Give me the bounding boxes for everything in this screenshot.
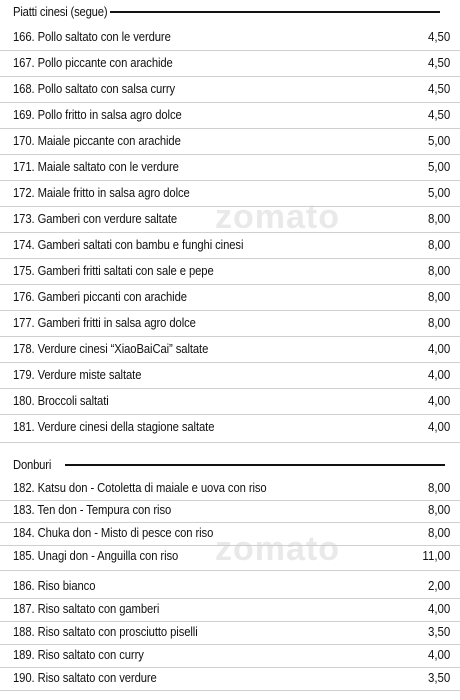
menu-item [13,339,450,359]
item-price: 2,00 [427,579,450,593]
menu-item [13,261,450,281]
row-divider [0,336,460,337]
item-price: 5,00 [427,160,450,174]
menu-item [13,287,450,307]
item-name: 188. Riso saltato con prosciutto piselli [13,625,198,639]
item-name: 171. Maiale saltato con le verdure [13,160,179,174]
item-name: 184. Chuka don - Misto di pesce con riso [13,526,214,540]
menu-item [13,53,450,73]
row-divider [0,154,460,155]
section-rule [110,11,440,13]
menu-item [13,157,450,177]
item-name: 170. Maiale piccante con arachide [13,134,181,148]
item-price: 4,50 [427,30,450,44]
row-divider [0,310,460,311]
item-price: 4,00 [427,394,450,408]
menu-item [13,313,450,333]
menu-item [13,209,450,229]
row-divider [0,50,460,51]
item-price: 4,00 [427,420,450,434]
item-name: 178. Verdure cinesi “XiaoBaiCai” saltate [13,342,209,356]
row-divider [0,690,460,691]
item-name: 180. Broccoli saltati [13,394,109,408]
menu-item [13,523,450,543]
item-name: 189. Riso saltato con curry [13,648,144,662]
item-name: 175. Gamberi fritti saltati con sale e pepe [13,264,214,278]
row-divider [0,570,460,571]
item-price: 8,00 [427,264,450,278]
menu-item [13,183,450,203]
row-divider [0,414,460,415]
item-name: 181. Verdure cinesi della stagione saltate [13,420,215,434]
menu-item [13,478,450,498]
menu-item [13,645,450,665]
item-price: 8,00 [427,212,450,226]
item-name: 177. Gamberi fritti in salsa agro dolce [13,316,196,330]
item-name: 169. Pollo fritto in salsa agro dolce [13,108,182,122]
row-divider [0,284,460,285]
item-price: 4,00 [427,368,450,382]
item-name: 190. Riso saltato con verdure [13,671,157,685]
item-name: 174. Gamberi saltati con bambu e funghi cinesi [13,238,244,252]
menu-item [13,79,450,99]
section-title: Piatti cinesi (segue) [13,5,108,19]
menu-item [13,27,450,47]
row-divider [0,206,460,207]
row-divider [0,128,460,129]
item-price: 8,00 [427,503,450,517]
item-price: 8,00 [427,238,450,252]
item-name: 187. Riso saltato con gamberi [13,602,160,616]
section-header-donburi [13,455,445,475]
item-name: 179. Verdure miste saltate [13,368,142,382]
item-name: 172. Maiale fritto in salsa agro dolce [13,186,190,200]
menu-item [13,105,450,125]
menu-item [13,131,450,151]
menu-item [13,500,450,520]
item-price: 3,50 [427,671,450,685]
item-price: 4,50 [427,108,450,122]
watermark: zomato [215,198,340,236]
menu-item [13,546,450,566]
menu-item [13,576,450,596]
item-price: 5,00 [427,186,450,200]
item-price: 4,50 [427,56,450,70]
section-rule [65,464,445,466]
row-divider [0,258,460,259]
item-name: 167. Pollo piccante con arachide [13,56,173,70]
item-price: 11,00 [422,549,450,563]
item-name: 182. Katsu don - Cotoletta di maiale e uova con riso [13,481,267,495]
item-name: 168. Pollo saltato con salsa curry [13,82,176,96]
row-divider [0,76,460,77]
menu-item [13,668,450,688]
item-name: 173. Gamberi con verdure saltate [13,212,178,226]
row-divider [0,232,460,233]
item-name: 185. Unagi don - Anguilla con riso [13,549,179,563]
row-divider [0,180,460,181]
item-price: 8,00 [427,316,450,330]
item-price: 3,50 [427,625,450,639]
watermark: zomato [215,530,340,568]
menu-item [13,391,450,411]
row-divider [0,442,460,443]
item-price: 8,00 [427,290,450,304]
item-name: 183. Ten don - Tempura con riso [13,503,172,517]
menu-item [13,365,450,385]
menu-item [13,417,450,437]
row-divider [0,102,460,103]
item-name: 176. Gamberi piccanti con arachide [13,290,187,304]
item-price: 4,00 [427,342,450,356]
section-header-piatti-cinesi [13,2,440,22]
item-price: 5,00 [427,134,450,148]
item-price: 8,00 [427,526,450,540]
menu-item [13,622,450,642]
menu-item [13,235,450,255]
item-price: 4,00 [427,648,450,662]
item-name: 186. Riso bianco [13,579,96,593]
item-name: 166. Pollo saltato con le verdure [13,30,171,44]
menu-item [13,599,450,619]
item-price: 4,00 [427,602,450,616]
row-divider [0,362,460,363]
row-divider [0,388,460,389]
section-title: Donburi [13,458,52,472]
item-price: 8,00 [427,481,450,495]
item-price: 4,50 [427,82,450,96]
